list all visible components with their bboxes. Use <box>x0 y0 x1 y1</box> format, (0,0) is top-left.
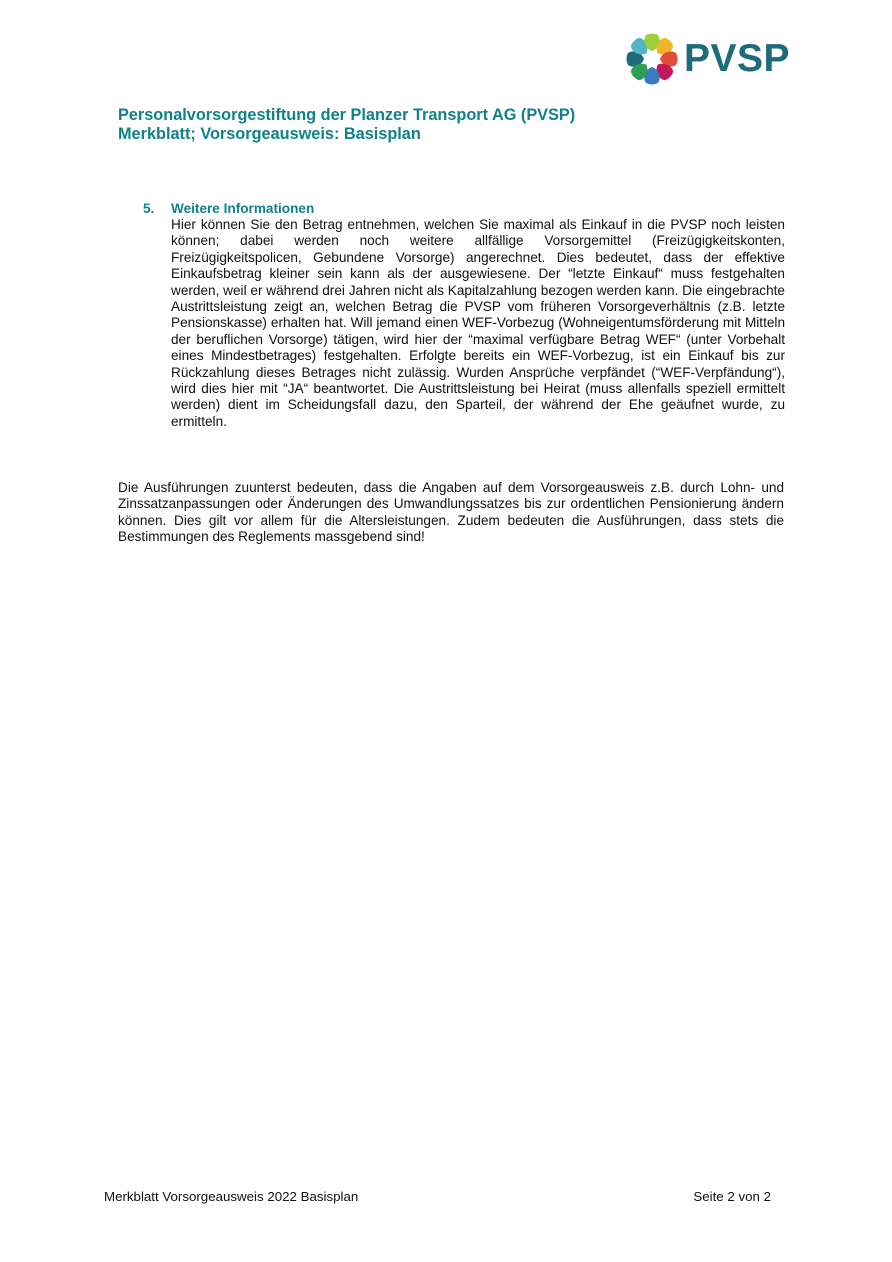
closing-paragraph: Die Ausführungen zuunterst bedeuten, dass die Angaben auf dem Vorsorgeausweis z.B. durch Lohn- und Zinssatzanpassungen oder Änderungen des Umwandlungssatzes bis zur ordentlichen Pensionierung ändern können. Dies gilt vor allem für die Altersleistungen. Zudem bedeuten die Ausführungen, dass stets die Bestimmungen des Reglements massgebend sind! <box>118 480 784 545</box>
section-number: 5. <box>143 201 155 216</box>
footer-page-number: Seite 2 von 2 <box>693 1189 771 1204</box>
page-title-line-2: Merkblatt; Vorsorgeausweis: Basisplan <box>118 125 421 143</box>
footer-document-name: Merkblatt Vorsorgeausweis 2022 Basisplan <box>104 1189 359 1204</box>
pvsp-logo <box>626 33 801 87</box>
section-heading-text: Weitere Informationen <box>171 201 315 216</box>
section-body: Hier können Sie den Betrag entnehmen, welchen Sie maximal als Einkauf in die PVSP noch leisten können; dabei werden noch weitere allfällige Vorsorgemittel (Freizügigkeitskonten, Freizügigkeitspolicen, Gebundene Vorsorge) angerechnet. Dies bedeutet, dass der effektive Einkaufsbetrag kleiner sein kann als der ausgewiesene. Der “letzte Einkauf“ muss festgehalten werden, weil er während drei Jahren nicht als Kapitalzahlung bezogen werden kann. Die eingebrachte Austrittsleistung zeigt an, welchen Betrag die PVSP vom früheren Vorsorgeverhältnis (z.B. letzte Pensionskasse) erhalten hat. Will jemand einen WEF-Vorbezug (Wohneigentumsförderung mit Mitteln der beruflichen Vorsorge) tätigen, wird hier der “maximal verfügbare Betrag WEF“ (unter Vorbehalt eines Mindestbetrages) festgehalten. Erfolgte bereits ein WEF-Vorbezug, ist ein Einkauf bis zur Rückzahlung dieses Betrages nicht zulässig. Wurden Ansprüche verpfändet (“WEF-Verpfändung“), wird dies hier mit “JA“ beantwortet. Die Austrittsleistung bei Heirat (muss allenfalls speziell ermittelt werden) dient im Scheidungsfall dazu, den Sparteil, der während der Ehe geäufnet wurde, zu ermitteln. <box>171 217 785 429</box>
pvsp-flower-icon <box>626 33 678 85</box>
section-weitere-informationen <box>143 200 785 430</box>
section-heading <box>143 200 785 217</box>
page-title-line-1: Personalvorsorgestiftung der Planzer Transport AG (PVSP) <box>118 106 576 124</box>
logo-wordmark: PVSP <box>684 37 791 80</box>
page-title <box>118 106 798 144</box>
